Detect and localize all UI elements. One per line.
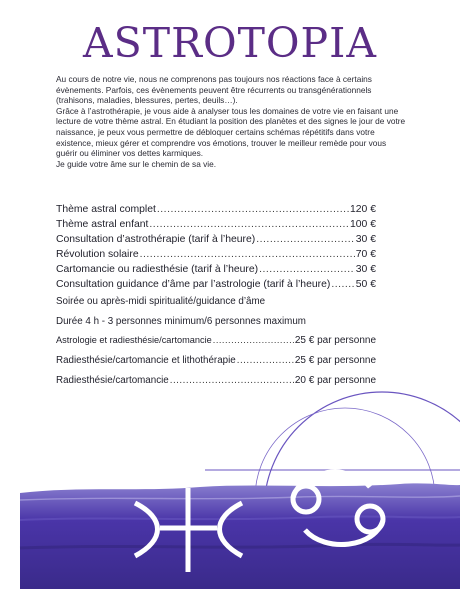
group-price-label: Radiesthésie/cartomancie bbox=[56, 375, 169, 386]
brush-band bbox=[20, 483, 460, 589]
price-value: 100 € bbox=[349, 219, 376, 230]
soiree-title: Soirée ou après-midi spiritualité/guidance d’âme bbox=[56, 296, 266, 307]
price-label: Consultation d’astrothérapie (tarif à l’heure) bbox=[56, 234, 256, 245]
group-price-value: 25 € par personne bbox=[294, 355, 376, 366]
price-value: 120 € bbox=[349, 204, 376, 215]
soiree-duration: Durée 4 h - 3 personnes minimum/6 personnes maximum bbox=[56, 316, 306, 327]
group-price-label: Astrologie et radiesthésie/cartomancie bbox=[56, 335, 212, 345]
group-price-label: Radiesthésie/cartomancie et lithothérapie bbox=[56, 355, 236, 366]
price-label: Thème astral enfant bbox=[56, 219, 149, 230]
price-value: 30 € bbox=[355, 234, 376, 245]
brand-title: ASTROTOPIA bbox=[83, 19, 377, 66]
intro-paragraph-1: Au cours de notre vie, nous ne comprenons pas toujours nos réactions face à certains évènements. Parfois, ces évènements peuvent être récurrents ou transgénérationnels (trahisons, maladies, blessures, pertes, deuils…). bbox=[56, 74, 372, 106]
intro-paragraph-2: Grâce à l’astrothérapie, je vous aide à analyser tous les domaines de votre vie en faisant une lecture de votre thème astral. En étudiant la position des planètes et des signes le jour de votre naissance, je peux vous permettre de débloquer certains schémas répétitifs dans votre existence, mieux gérer et comprendre vos émotions, trouver le meilleur remède pour vous guérir ou éliminer vos dettes karmiques. bbox=[56, 105, 406, 159]
price-label: Consultation guidance d’âme par l’astrologie (tarif à l’heure) bbox=[56, 279, 331, 290]
price-label: Cartomancie ou radiesthésie (tarif à l’heure) bbox=[56, 264, 259, 275]
intro-paragraph-3: Je guide votre âme sur le chemin de sa vie. bbox=[56, 158, 217, 169]
price-label: Révolution solaire bbox=[56, 249, 139, 260]
price-value: 30 € bbox=[355, 264, 376, 275]
price-value: 50 € bbox=[355, 279, 376, 290]
group-price-value: 20 € par personne bbox=[294, 375, 376, 386]
group-price-value: 25 € par personne bbox=[294, 335, 376, 346]
price-label: Thème astral complet bbox=[56, 204, 156, 215]
price-value: 70 € bbox=[355, 249, 376, 260]
